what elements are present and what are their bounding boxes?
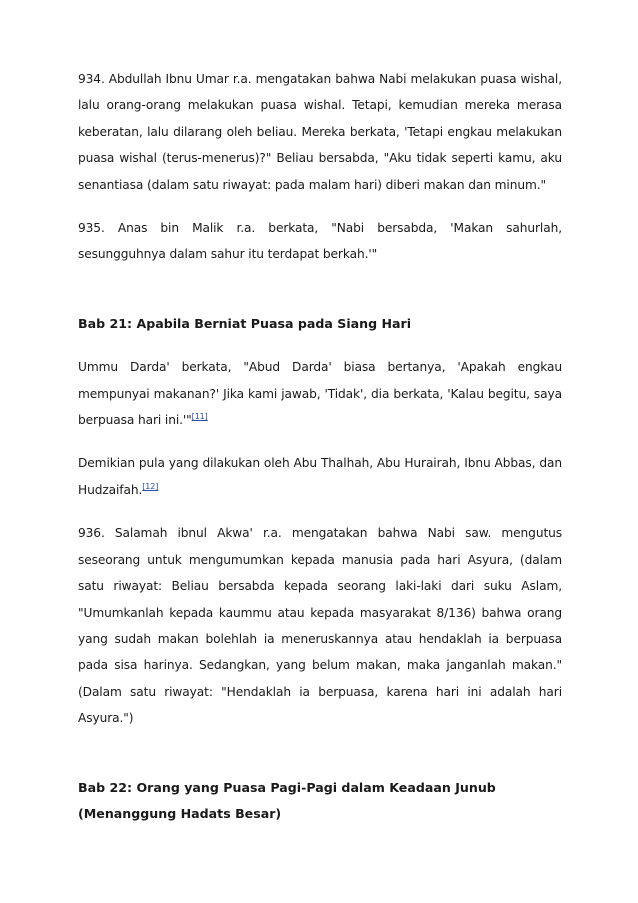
paragraph-demikian — [78, 450, 562, 503]
heading-bab-21: Bab 21: Apabila Berniat Puasa pada Siang Hari — [78, 315, 412, 331]
spacer — [78, 503, 562, 520]
spacer — [78, 198, 562, 215]
paragraph-ummu-darda — [78, 354, 562, 433]
spacer — [78, 433, 562, 450]
spacer — [78, 337, 562, 354]
footnote-link-11[interactable]: [11] — [191, 412, 208, 421]
footnote-link-12[interactable]: [12] — [142, 481, 159, 491]
paragraph-936: 936. Salamah ibnul Akwa' r.a. mengatakan bahwa Nabi saw. mengutus seseorang untuk mengumumkan kepada manusia pada hari Asyura, (dalam satu riwayat: Beliau bersabda kepada seorang laki-laki dari suku Aslam, "Umumkanlah kepada kaummu atau kepada masyarakat 8/136) bahwa orang yang sudah makan bolehlah ia meneruskannya atau hendaklah ia berpuasa pada sisa harinya. Sedangkan, yang belum makan, maka janganlah makan." (Dalam satu riwayat: "Hendaklah ia berpuasa, karena hari ini adalah hari Asyura.") — [78, 526, 562, 726]
spacer — [78, 732, 562, 775]
ummu-darda-text: Ummu Darda' berkata, "Abud Darda' biasa bertanya, 'Apakah engkau mempunyai makanan?' Jika kami jawab, 'Tidak', dia berkata, 'Kalau begitu, saya berpuasa hari ini.'" — [78, 360, 562, 428]
paragraph-934: 934. Abdullah Ibnu Umar r.a. mengatakan bahwa Nabi melakukan puasa wishal, lalu orang-orang melakukan puasa wishal. Tetapi, kemudian mereka merasa keberatan, lalu dilarang oleh beliau. Mereka berkata, 'Tetapi engkau melakukan puasa wishal (terus-menerus)?" Beliau bersabda, "Aku tidak seperti kamu, aku senantiasa (dalam satu riwayat: pada malam hari) diberi makan dan minum." — [78, 72, 562, 192]
paragraph-935: 935. Anas bin Malik r.a. berkata, "Nabi bersabda, 'Makan sahurlah, sesungguhnya dalam sahur itu terdapat berkah.'" — [78, 221, 562, 262]
spacer — [78, 268, 562, 311]
heading-bab-22: Bab 22: Orang yang Puasa Pagi-Pagi dalam Keadaan Junub (Menanggung Hadats Besar) — [78, 779, 496, 821]
demikian-text: Demikian pula yang dilakukan oleh Abu Thalhah, Abu Hurairah, Ibnu Abbas, dan Hudzaifah. — [78, 456, 562, 497]
document-page — [78, 66, 562, 827]
